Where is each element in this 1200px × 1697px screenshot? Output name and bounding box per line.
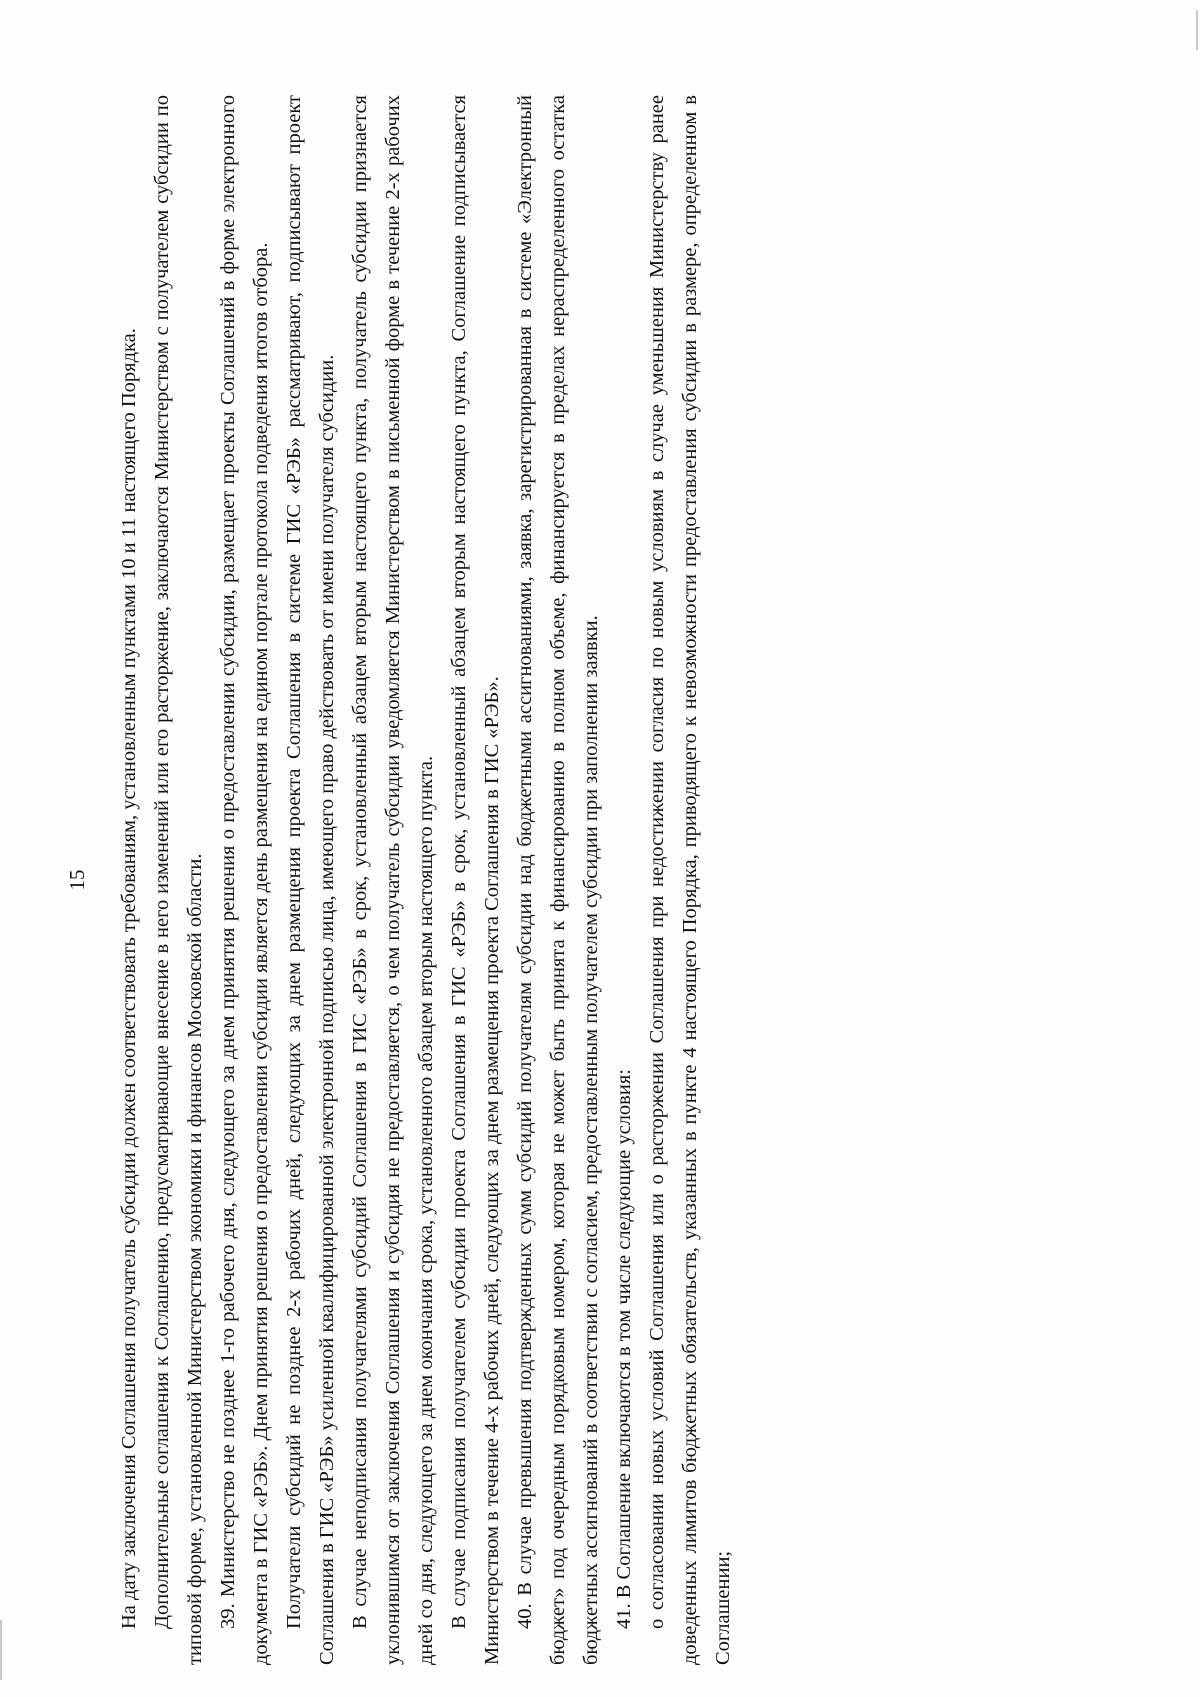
paragraph: Получатели субсидий не позднее 2-х рабочих дней, следующих за днем размещения проекта Соглашения в системе ГИС «РЭБ» рассматривают, подписывают проект Соглашения в ГИС «РЭБ» усиленной квалифицированной электронной подписью лица, имеющего право действовать от имени получателя субсидии. bbox=[283, 95, 338, 1665]
paragraph: В случае неподписания получателями субсидий Соглашения в ГИС «РЭБ» в срок, установленный абзацем вторым настоящего пункта, получатель субсидии признается уклонившимся от заключения Соглашения и субсидия не предоставляется, о чем получатель субсидии уведомляется Министерством в письменной форме в течение 2-х рабочих дней со дня, следующего за днем окончания срока, установленного абзацем вторым настоящего пункта. bbox=[349, 95, 437, 1665]
paragraph: Дополнительные соглашения к Соглашению, предусматривающие внесение в него изменений или его расторжение, заключаются Министерством с получателем субсидии по типовой форме, установленной Министерством экономики и финансов Московской области. bbox=[151, 95, 206, 1665]
paragraph: о согласовании новых условий Соглашения или о расторжении Соглашения при недостижении согласия по новым условиям в случае уменьшения Министерству ранее доведенных лимитов бюджетных обязательств, указанных в пункте 4 настоящего Порядка, приводящего к невозможности предоставления субсидии в размере, определенном в Соглашении; bbox=[646, 95, 734, 1665]
page-number: 15 bbox=[65, 869, 89, 891]
paragraph: 39. Министерство не позднее 1-го рабочего дня, следующего за днем принятия решения о предоставлении субсидии, размещает проекты Соглашений в форме электронного документа в ГИС «РЭБ». Днем принятия решения о предоставлении субсидии является день размещения на едином портале протокола подведения итогов отбора. bbox=[217, 95, 272, 1665]
paragraph: 41. В Соглашение включаются в том числе следующие условия: bbox=[613, 1069, 635, 1629]
document-page-rotated bbox=[65, 95, 1013, 1665]
paragraph: В случае подписания получателем субсидии проекта Соглашения в ГИС «РЭБ» в срок, установленный абзацем вторым настоящего пункта, Соглашение подписывается Министерством в течение 4-х рабочих дней, следующих за днем размещения проекта Соглашения в ГИС «РЭБ». bbox=[448, 95, 503, 1665]
paragraph: 40. В случае превышения подтвержденных сумм субсидий получателям субсидии над бюджетными ассигнованиями, заявка, зарегистрированная в системе «Электронный бюджет» под очередным порядковым номером, которая не может быть принята к финансированию в полном объеме, финансируется в пределах нераспределенного остатка бюджетных ассигнований в соответствии с согласием, предоставленным получателем субсидии при заполнении заявки. bbox=[514, 95, 602, 1665]
scan-edge-mark bbox=[0, 1620, 2, 1680]
paragraph: На дату заключения Соглашения получатель субсидии должен соответствовать требованиям, установленным пунктами 10 и 11 настоящего Порядка. bbox=[118, 328, 140, 1629]
scan-edge-mark bbox=[1196, 10, 1198, 50]
